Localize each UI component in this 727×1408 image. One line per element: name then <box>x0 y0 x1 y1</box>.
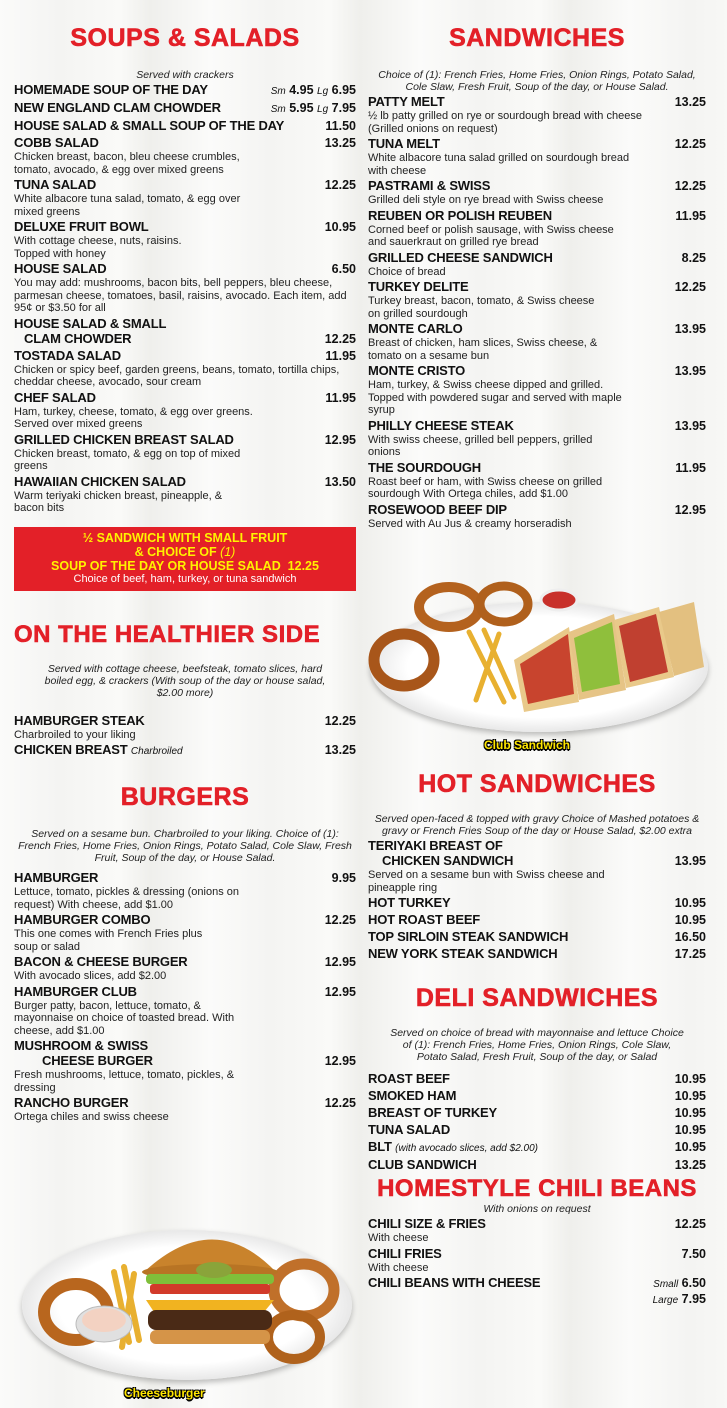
menu-item-chili-fries[interactable]: CHILI FRIES 7.50 With cheese <box>368 1245 706 1274</box>
item-description: Burger patty, bacon, lettuce, tomato, & mayonnaise on choice of toasted bread. With cheese, add $1.00 <box>14 999 235 1037</box>
menu-item-chicken-breast[interactable]: CHICKEN BREAST Charbroiled 13.25 <box>14 742 356 757</box>
item-description: Lettuce, tomato, pickles & dressing (onions on request) With cheese, add $1.00 <box>14 886 240 911</box>
menu-item-monte-carlo[interactable]: MONTE CARLO 13.95 Breast of chicken, ham slices, Swiss cheese, & tomato on a sesame bun <box>368 321 706 362</box>
healthier-note: Served with cottage cheese, beefsteak, tomato slices, hard boiled egg, & crackers (With soup of the day or house salad, $2.00 more) <box>44 662 326 699</box>
menu-item-the-sourdough[interactable]: THE SOURDOUGH 11.95 Roast beef or ham, with Swiss cheese on grilled sourdough With Ortega chiles, add $1.00 <box>368 459 706 500</box>
menu-item-teriyaki-chicken[interactable]: TERIYAKI BREAST OF CHICKEN SANDWICH 13.95 Served on a sesame bun with Swiss cheese and pineapple ring <box>368 838 706 894</box>
healthier-list <box>14 713 356 760</box>
half-sandwich-promo[interactable] <box>14 527 356 591</box>
item-description: With swiss cheese, grilled bell peppers, grilled onions <box>368 433 593 458</box>
menu-item-chili-size-fries[interactable]: CHILI SIZE & FRIES 12.25 With cheese <box>368 1216 706 1244</box>
menu-item-turkey-delite[interactable]: TURKEY DELITE 12.25 Turkey breast, bacon, tomato, & Swiss cheese on grilled sourdough <box>368 279 706 320</box>
soups-salads-title: SOUPS & SALADS <box>70 24 300 52</box>
item-description: This one comes with French Fries plus soup or salad <box>14 928 203 953</box>
deli-sandwiches-title: DELI SANDWICHES <box>415 984 659 1012</box>
right-column-lower <box>368 770 706 1308</box>
healthier-side-title: ON THE HEALTHIER SIDE <box>14 620 321 648</box>
menu-item-hamburger-steak[interactable]: HAMBURGER STEAK 12.25 Charbroiled to your liking <box>14 712 356 741</box>
menu-item-mushroom-swiss[interactable]: MUSHROOM & SWISS CHEESE BURGER 12.95 Fresh mushrooms, lettuce, tomato, pickles, & dressing <box>14 1038 356 1094</box>
item-description: With cheese <box>368 1232 429 1244</box>
item-description: With avocado slices, add $2.00 <box>14 970 167 982</box>
item-description: Breast of chicken, ham slices, Swiss cheese, & tomato on a sesame bun <box>368 337 598 362</box>
menu-item-grilled-chicken-salad[interactable]: GRILLED CHICKEN BREAST SALAD 12.95 Chicken breast, tomato, & egg on top of mixed greens <box>14 431 356 472</box>
menu-item-tuna-salad[interactable]: TUNA SALAD 12.25 White albacore tuna salad, tomato, & egg over mixed greens <box>14 177 356 218</box>
menu-item-clam-chowder[interactable]: NEW ENGLAND CLAM CHOWDER Sm 5.95 Lg 7.95 <box>14 100 356 115</box>
item-description: Grilled deli style on rye bread with Swiss cheese <box>368 194 604 206</box>
menu-item-reuben[interactable]: REUBEN OR POLISH REUBEN 11.95 Corned beef or polish sausage, with Swiss cheese and sauerkraut on grilled rye bread <box>368 207 706 248</box>
menu-item-rancho-burger[interactable]: RANCHO BURGER 12.25 Ortega chiles and swiss cheese <box>14 1095 356 1123</box>
item-description: Choice of bread <box>368 265 446 278</box>
right-column <box>368 0 706 530</box>
promo-line-1: ½ SANDWICH WITH SMALL FRUIT <box>82 530 288 545</box>
menu-item-philly-cheese-steak[interactable]: PHILLY CHEESE STEAK 13.95 With swiss cheese, grilled bell peppers, grilled onions <box>368 417 706 458</box>
item-description: With cheese <box>368 1261 429 1274</box>
menu-item-top-sirloin[interactable]: TOP SIRLOIN STEAK SANDWICH 16.50 <box>368 929 706 944</box>
deli-note: Served on choice of bread with mayonnaise and lettuce Choice of (1): French Fries, Home Fries, Onion Rings, Cole Slaw, Potato Salad, Fresh Fruit, Soup of the day, or Salad <box>390 1027 684 1063</box>
item-description: White albacore tuna salad grilled on sourdough bread with cheese <box>368 152 630 177</box>
club-sandwich-icon <box>364 572 714 762</box>
cheeseburger-photo <box>14 1212 359 1402</box>
burgers-note: Served on a sesame bun. Charbroiled to your liking. Choice of (1): French Fries, Home Fries, Onion Rings, Potato Salad, Cole Slaw, Fresh Fruit, Soup of the day, or House Salad. <box>18 828 352 864</box>
menu-item-cobb-salad[interactable]: COBB SALAD 13.25 Chicken breast, bacon, bleu cheese crumbles, tomato, avocado, & egg over mixed greens <box>14 135 356 176</box>
club-sandwich-caption: Club Sandwich <box>484 738 571 752</box>
item-description: Warm teriyaki chicken breast, pineapple, & bacon bits <box>14 489 223 514</box>
item-description: Chicken or spicy beef, garden greens, beans, tomato, tortilla chips, cheddar cheese, avocado, sour cream <box>14 363 340 388</box>
item-description: You may add: mushrooms, bacon bits, bell peppers, bleu cheese, parmesan cheese, tomatoes, basil, raisins, avocado. Each item, add 95¢ or $3.50 for all <box>14 277 347 314</box>
soups-note: Served with crackers <box>136 69 234 81</box>
club-sandwich-photo <box>364 572 714 762</box>
menu-item-deli-tuna-salad[interactable]: TUNA SALAD 10.95 <box>368 1122 706 1137</box>
cheeseburger-icon <box>14 1212 359 1402</box>
menu-item-grilled-cheese[interactable]: GRILLED CHEESE SANDWICH 8.25 Choice of bread <box>368 249 706 278</box>
item-description: White albacore tuna salad, tomato, & egg over mixed greens <box>14 193 241 218</box>
promo-description: Choice of beef, ham, turkey, or tuna sandwich <box>73 572 297 585</box>
menu-item-blt[interactable]: BLT (with avocado slices, add $2.00) 10.95 <box>368 1139 706 1154</box>
item-description: Ham, turkey, & Swiss cheese dipped and grilled. Topped with powdered sugar and served with maple syrup <box>368 379 622 416</box>
item-description: Served on a sesame bun with Swiss cheese and pineapple ring <box>368 869 605 894</box>
hot-note: Served open-faced & topped with gravy Choice of Mashed potatoes & gravy or French Fries Soup of the day or House Salad, $2.00 extra <box>374 813 700 837</box>
menu-item-soup-of-day[interactable]: HOMEMADE SOUP OF THE DAY Sm 4.95 Lg 6.95 <box>14 82 356 97</box>
menu-item-tostada-salad[interactable]: TOSTADA SALAD 11.95 Chicken or spicy beef, garden greens, beans, tomato, tortilla chips, cheddar cheese, avocado, sour cream <box>14 347 356 388</box>
item-description: With cottage cheese, nuts, raisins. Topped with honey <box>14 235 182 260</box>
item-description: Corned beef or polish sausage, with Swiss cheese and sauerkraut on grilled rye bread <box>368 223 614 248</box>
menu-item-hot-turkey[interactable]: HOT TURKEY 10.95 <box>368 895 706 910</box>
menu-item-new-york-steak[interactable]: NEW YORK STEAK SANDWICH 17.25 <box>368 946 706 961</box>
burgers-title: BURGERS <box>120 783 250 811</box>
menu-item-house-salad-chowder[interactable]: HOUSE SALAD & SMALL CLAM CHOWDER 12.25 <box>14 315 356 346</box>
menu-item-chili-beans-cheese[interactable]: CHILI BEANS WITH CHEESE Small 6.50 Large 7.95 <box>368 1275 706 1306</box>
item-description: Chicken breast, tomato, & egg on top of mixed greens <box>14 447 241 472</box>
sandwiches-note: Choice of (1): French Fries, Home Fries, Onion Rings, Potato Salad, Cole Slaw, Fresh Fruit, Soup of the day, or House Salad. <box>378 69 696 93</box>
hot-sandwiches-title: HOT SANDWICHES <box>418 770 656 798</box>
sandwiches-list <box>368 94 706 530</box>
promo-line-2: & CHOICE OF (1) <box>134 544 236 559</box>
menu-item-hot-roast-beef[interactable]: HOT ROAST BEEF 10.95 <box>368 912 706 927</box>
menu-item-hawaiian-salad[interactable]: HAWAIIAN CHICKEN SALAD 13.50 Warm teriyaki chicken breast, pineapple, & bacon bits <box>14 473 356 514</box>
chili-beans-title: HOMESTYLE CHILI BEANS <box>377 1175 697 1202</box>
menu-item-club-sandwich[interactable]: CLUB SANDWICH 13.25 <box>368 1157 706 1172</box>
menu-item-patty-melt[interactable]: PATTY MELT 13.25 ½ lb patty grilled on rye or sourdough bread with cheese (Grilled onions on request) <box>368 94 706 135</box>
item-description: Charbroiled to your liking <box>14 728 136 741</box>
menu-item-roast-beef[interactable]: ROAST BEEF 10.95 <box>368 1071 706 1086</box>
menu-item-house-salad-soup[interactable]: HOUSE SALAD & SMALL SOUP OF THE DAY 11.50 <box>14 118 356 133</box>
item-description: Ham, turkey, cheese, tomato, & egg over greens. Served over mixed greens <box>14 405 253 430</box>
menu-item-smoked-ham[interactable]: SMOKED HAM 10.95 <box>368 1088 706 1103</box>
menu-item-hamburger-combo[interactable]: HAMBURGER COMBO 12.25 This one comes with French Fries plus soup or salad <box>14 912 356 953</box>
menu-item-house-salad[interactable]: HOUSE SALAD 6.50 You may add: mushrooms, bacon bits, bell peppers, bleu cheese, parmesan cheese, tomatoes, basil, raisins, avocado. Each item, add 95¢ or $3.50 for all <box>14 261 356 314</box>
menu-item-hamburger[interactable]: HAMBURGER 9.95 Lettuce, tomato, pickles & dressing (onions on request) With cheese, add $1.00 <box>14 870 356 911</box>
deli-list <box>368 1071 706 1173</box>
left-column <box>14 0 356 1124</box>
item-description: ½ lb patty grilled on rye or sourdough bread with cheese (Grilled onions on request) <box>368 110 642 135</box>
burgers-list <box>14 870 356 1124</box>
promo-line-3: SOUP OF THE DAY OR HOUSE SALAD 12.25 <box>51 558 319 573</box>
menu-item-pastrami-swiss[interactable]: PASTRAMI & SWISS 12.25 Grilled deli style on rye bread with Swiss cheese <box>368 178 706 206</box>
menu-item-fruit-bowl[interactable]: DELUXE FRUIT BOWL 10.95 With cottage cheese, nuts, raisins. Topped with honey <box>14 219 356 260</box>
menu-item-tuna-melt[interactable]: TUNA MELT 12.25 White albacore tuna salad grilled on sourdough bread with cheese <box>368 136 706 177</box>
sandwiches-title: SANDWICHES <box>449 24 625 52</box>
menu-item-hamburger-club[interactable]: HAMBURGER CLUB 12.95 Burger patty, bacon, lettuce, tomato, & mayonnaise on choice of toasted bread. With cheese, add $1.00 <box>14 983 356 1037</box>
item-description: Served with Au Jus & creamy horseradish <box>368 517 572 530</box>
cheeseburger-caption: Cheeseburger <box>124 1386 205 1400</box>
soups-list <box>14 82 356 515</box>
item-description: Turkey breast, bacon, tomato, & Swiss cheese on grilled sourdough <box>368 295 595 320</box>
menu-item-breast-of-turkey[interactable]: BREAST OF TURKEY 10.95 <box>368 1105 706 1120</box>
menu-item-chef-salad[interactable]: CHEF SALAD 11.95 Ham, turkey, cheese, tomato, & egg over greens. Served over mixed greens <box>14 389 356 430</box>
menu-item-bacon-cheese-burger[interactable]: BACON & CHEESE BURGER 12.95 With avocado slices, add $2.00 <box>14 954 356 982</box>
item-description: Roast beef or ham, with Swiss cheese on grilled sourdough With Ortega chiles, add $1.00 <box>368 475 603 500</box>
chili-note: With onions on request <box>483 1203 591 1215</box>
item-description: Ortega chiles and swiss cheese <box>14 1111 169 1123</box>
item-description: Chicken breast, bacon, bleu cheese crumbles, tomato, avocado, & egg over mixed greens <box>14 151 240 176</box>
chili-list <box>368 1216 706 1308</box>
hot-list <box>368 838 706 962</box>
menu-item-rosewood-beef-dip[interactable]: ROSEWOOD BEEF DIP 12.95 Served with Au Jus & creamy horseradish <box>368 501 706 530</box>
menu-item-monte-cristo[interactable]: MONTE CRISTO 13.95 Ham, turkey, & Swiss cheese dipped and grilled. Topped with powdered sugar and served with maple syrup <box>368 363 706 416</box>
item-description: Fresh mushrooms, lettuce, tomato, pickles, & dressing <box>14 1069 235 1094</box>
